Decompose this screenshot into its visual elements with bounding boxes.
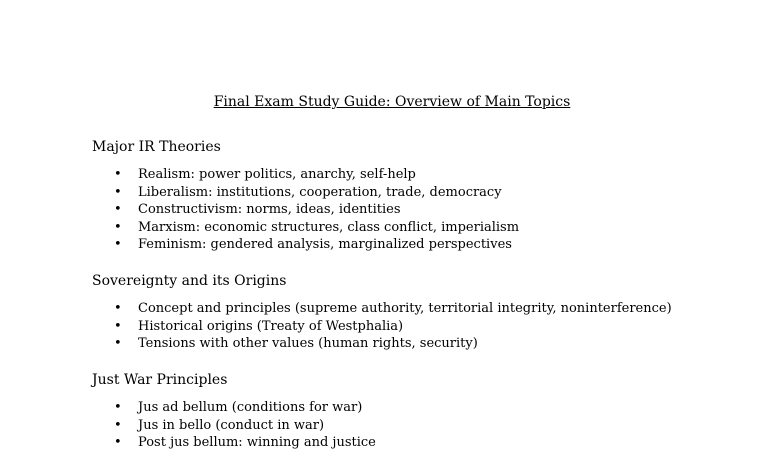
list-item-text: Realism: power politics, anarchy, self-help [138,167,416,182]
list-item [92,201,519,219]
bullet-icon: • [114,184,122,200]
list-item-text: Post jus bellum: winning and justice [138,435,376,451]
list-item [92,300,672,318]
bullet-icon: • [114,237,122,253]
list-item [92,236,519,254]
bullet-list-sovereignty [92,300,672,353]
bullet-icon: • [114,336,122,352]
list-item [92,184,519,202]
list-item [92,417,376,435]
list-item-text: Tensions with other values (human rights, security) [138,336,478,352]
list-item-text: Jus ad bellum (conditions for war) [138,400,363,415]
list-item-text: Liberalism: institutions, cooperation, trade, democracy [138,184,502,200]
bullet-list-ir-theories [92,166,519,254]
bullet-list-just-war [92,399,376,452]
list-item-text: Concept and principles (supreme authority, territorial integrity, noninterference) [138,301,672,316]
list-item-text: Feminism: gendered analysis, marginalized perspectives [138,237,512,253]
bullet-icon: • [114,167,122,182]
section-heading-ir-theories: Major IR Theories [92,139,221,155]
list-item-text: Jus in bello (conduct in war) [138,417,325,433]
bullet-icon: • [114,202,122,218]
section-heading-sovereignty: Sovereignty and its Origins [92,273,287,289]
bullet-icon: • [114,301,122,316]
bullet-icon: • [114,400,122,415]
bullet-icon: • [114,219,122,235]
list-item [92,318,672,336]
list-item [92,335,672,353]
list-item [92,399,376,417]
list-item [92,434,376,452]
bullet-icon: • [114,417,122,433]
list-item-text: Constructivism: norms, ideas, identities [138,202,401,218]
list-item-text: Historical origins (Treaty of Westphalia) [138,318,404,334]
list-item-text: Marxism: economic structures, class conflict, imperialism [138,219,520,235]
document-title: Final Exam Study Guide: Overview of Main Topics [213,94,571,110]
list-item [92,219,519,237]
list-item [92,166,519,184]
bullet-icon: • [114,435,122,451]
section-heading-just-war: Just War Principles [92,372,228,388]
bullet-icon: • [114,318,122,334]
